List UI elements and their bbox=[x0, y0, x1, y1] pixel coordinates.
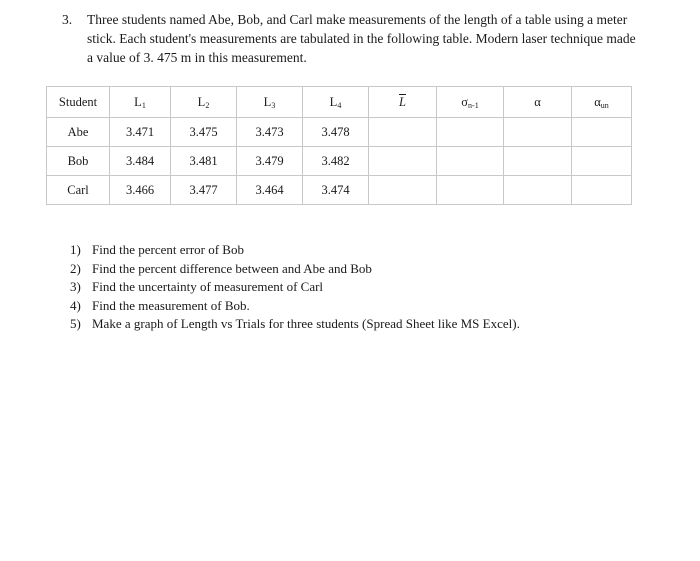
cell-l1: 3.484 bbox=[110, 147, 171, 176]
cell-l3: 3.473 bbox=[237, 118, 303, 147]
question-list bbox=[70, 241, 520, 334]
cell-empty bbox=[504, 147, 572, 176]
list-item: 2) Find the percent difference between and Abe and Bob bbox=[70, 260, 372, 276]
cell-empty bbox=[572, 118, 632, 147]
student-name: Bob bbox=[47, 147, 110, 176]
header-l-mean: $\overline{L}$ bbox=[369, 87, 437, 118]
cell-l3: 3.464 bbox=[237, 176, 303, 205]
list-item: 5) Make a graph of Length vs Trials for three students (Spread Sheet like MS Excel). bbox=[70, 316, 520, 332]
cell-empty bbox=[504, 118, 572, 147]
cell-l4: 3.474 bbox=[303, 176, 369, 205]
student-name: Abe bbox=[47, 118, 110, 147]
cell-empty bbox=[437, 176, 504, 205]
cell-empty bbox=[369, 118, 437, 147]
cell-empty bbox=[369, 147, 437, 176]
header-l2: $L_2$ bbox=[171, 87, 237, 118]
list-item: 4) Find the measurement of Bob. bbox=[70, 297, 250, 313]
cell-empty bbox=[572, 147, 632, 176]
cell-l4: 3.478 bbox=[303, 118, 369, 147]
cell-l1: 3.466 bbox=[110, 176, 171, 205]
cell-l4: 3.482 bbox=[303, 147, 369, 176]
problem-statement bbox=[62, 10, 642, 67]
table-header-row bbox=[47, 87, 632, 118]
header-l4: $L_4$ bbox=[303, 87, 369, 118]
problem-text: Three students named Abe, Bob, and Carl make measurements of the length of a table using a meter stick. Each student's measurements are tabulated in the following table. Modern laser technique made a value of 3. 475 m in this measurement. bbox=[87, 12, 636, 65]
list-item: 1) Find the percent error of Bob bbox=[70, 242, 244, 257]
measurements-table bbox=[46, 86, 632, 205]
cell-l2: 3.475 bbox=[171, 118, 237, 147]
student-name: Carl bbox=[47, 176, 110, 205]
header-alpha: α bbox=[504, 87, 572, 118]
header-student: Student bbox=[47, 87, 110, 118]
header-sigma: $\sigma_{n-1}$ bbox=[437, 87, 504, 118]
cell-empty bbox=[437, 118, 504, 147]
cell-empty bbox=[369, 176, 437, 205]
cell-l2: 3.481 bbox=[171, 147, 237, 176]
cell-empty bbox=[504, 176, 572, 205]
table-row bbox=[47, 147, 632, 176]
cell-empty bbox=[437, 147, 504, 176]
table-row bbox=[47, 176, 632, 205]
cell-empty bbox=[572, 176, 632, 205]
table-row bbox=[47, 118, 632, 147]
cell-l2: 3.477 bbox=[171, 176, 237, 205]
cell-l3: 3.479 bbox=[237, 147, 303, 176]
header-alpha-un: $\alpha_{un}$ bbox=[572, 87, 632, 118]
problem-number: 3. bbox=[62, 12, 73, 27]
list-item: 3) Find the uncertainty of measurement of Carl bbox=[70, 279, 324, 295]
header-l3: $L_3$ bbox=[237, 87, 303, 118]
header-l1: $L_1$ bbox=[110, 87, 171, 118]
cell-l1: 3.471 bbox=[110, 118, 171, 147]
